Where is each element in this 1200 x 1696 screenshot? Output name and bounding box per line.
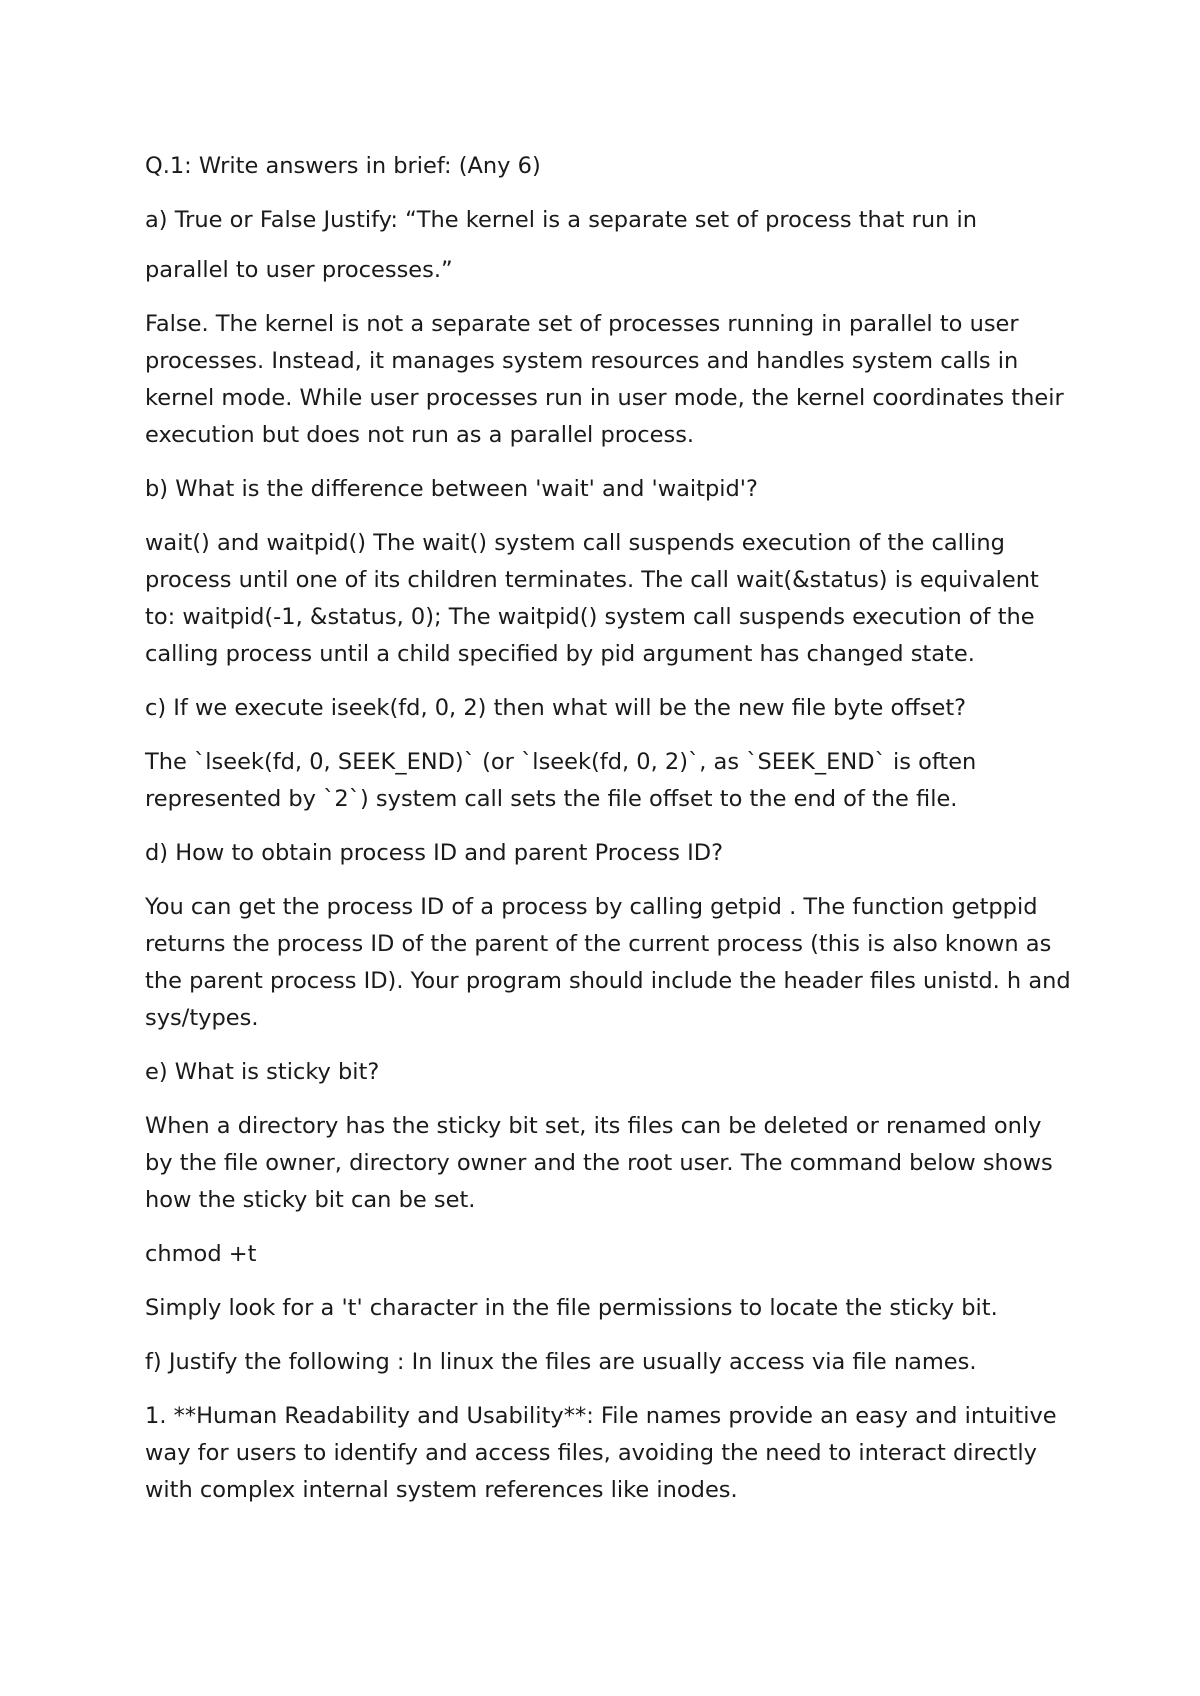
answer-e-command: chmod +t — [145, 1241, 257, 1267]
question-e: e) What is sticky bit? — [145, 1059, 380, 1085]
answer-a: False. The kernel is not a separate set of processes running in parallel to user processes. Instead, it manages system resources and handles system calls in kernel mode. While user processes run in user mode, the kernel coordinates their execution but does not run as a parallel process. — [145, 311, 1071, 448]
question-b: b) What is the difference between 'wait' and 'waitpid'? — [145, 476, 758, 502]
answer-b: wait() and waitpid() The wait() system call suspends execution of the calling process until one of its children terminates. The call wait(&status) is equivalent to: waitpid(-1, &status, 0); The waitpid() system call suspends execution of the calling process until a child specified by pid argument has changed state. — [145, 530, 1046, 667]
answer-e-note: Simply look for a 't' character in the file permissions to locate the sticky bit. — [145, 1295, 998, 1321]
question-c: c) If we execute iseek(fd, 0, 2) then what will be the new file byte offset? — [145, 695, 967, 721]
answer-c: The `lseek(fd, 0, SEEK_END)` (or `lseek(fd, 0, 2)`, as `SEEK_END` is often represented by `2`) system call sets the file offset to the end of the file. — [145, 749, 984, 812]
question-f: f) Justify the following : In linux the files are usually access via file names. — [145, 1349, 977, 1375]
answer-f-point-1: 1. **Human Readability and Usability**: File names provide an easy and intuitive way for users to identify and access files, avoiding the need to interact directly with complex internal system references like inodes. — [145, 1403, 1064, 1503]
question-d: d) How to obtain process ID and parent Process ID? — [145, 840, 724, 866]
question-heading: Q.1: Write answers in brief: (Any 6) — [145, 153, 541, 179]
document-page — [145, 148, 1078, 1526]
question-a-line1: a) True or False Justify: “The kernel is a separate set of process that run in — [145, 207, 978, 233]
answer-e: When a directory has the sticky bit set, its files can be deleted or renamed only by the file owner, directory owner and the root user. The command below shows how the sticky bit can be set. — [145, 1113, 1060, 1213]
question-a-line2: parallel to user processes.” — [145, 257, 453, 283]
answer-d: You can get the process ID of a process by calling getpid . The function getppid returns the process ID of the parent of the current process (this is also known as the parent process ID). Your program should include the header files unistd. h and sys/types. — [145, 894, 1078, 1031]
